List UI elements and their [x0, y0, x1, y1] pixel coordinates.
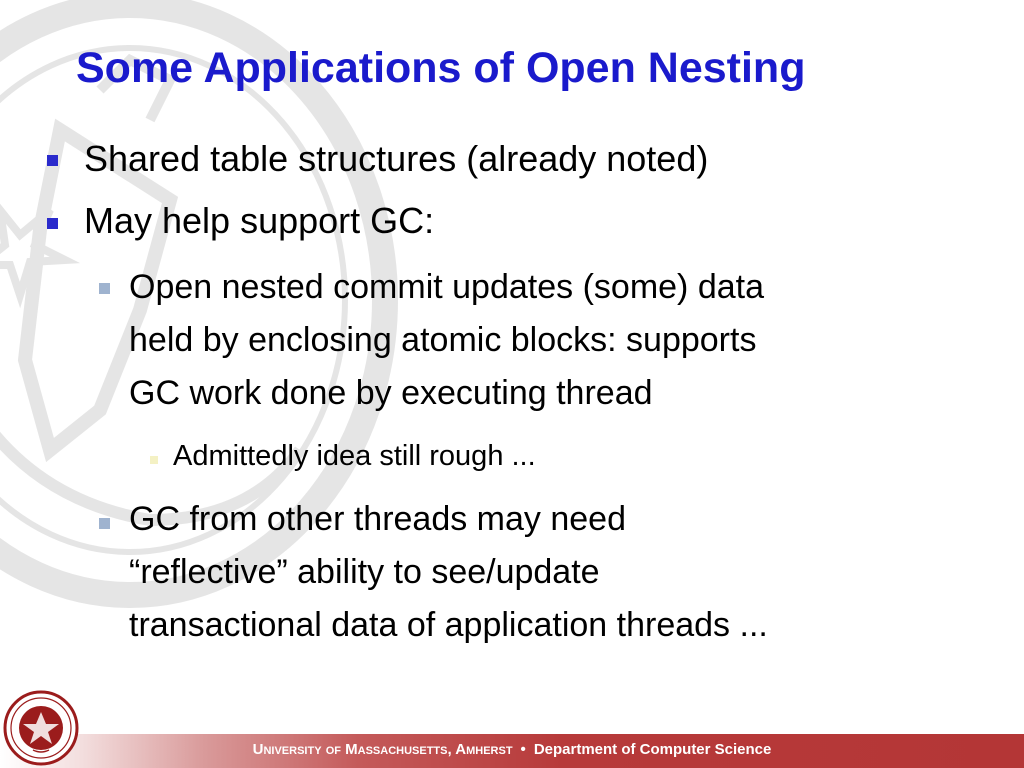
sub-bullet-line: GC from other threads may need [129, 500, 627, 538]
sub-bullet-line: “reflective” ability to see/update [129, 553, 600, 591]
footer-department: Department of Computer Science [533, 741, 772, 758]
bullet-item [84, 195, 434, 247]
footer-separator: • [520, 741, 526, 758]
footer [0, 738, 1024, 762]
bullet-item [84, 133, 708, 185]
bullet-marker [47, 155, 58, 166]
sub-bullet-marker [99, 518, 110, 529]
sub-bullet-line: transactional data of application threads ... [129, 606, 768, 644]
sub-bullet-marker [99, 283, 110, 294]
footer-institution: University of Massachusetts, Amherst [252, 741, 513, 758]
sub-bullet-line: Open nested commit updates (some) data [129, 268, 764, 306]
sub-bullet-line: GC work done by executing thread [129, 374, 653, 412]
sub-sub-bullet-item [173, 436, 536, 476]
sub-bullet-item [129, 493, 999, 652]
sub-bullet-item [129, 261, 999, 420]
umass-seal-icon [3, 690, 79, 766]
bullet-marker [47, 218, 58, 229]
sub-sub-bullet-text: Admittedly idea still rough ... [173, 440, 536, 472]
sub-sub-bullet-marker [150, 456, 158, 464]
bullet-text: Shared table structures (already noted) [84, 138, 709, 179]
bullet-text: May help support GC: [84, 200, 435, 241]
slide-title: Some Applications of Open Nesting [76, 44, 806, 92]
sub-bullet-line: held by enclosing atomic blocks: supports [129, 321, 757, 359]
